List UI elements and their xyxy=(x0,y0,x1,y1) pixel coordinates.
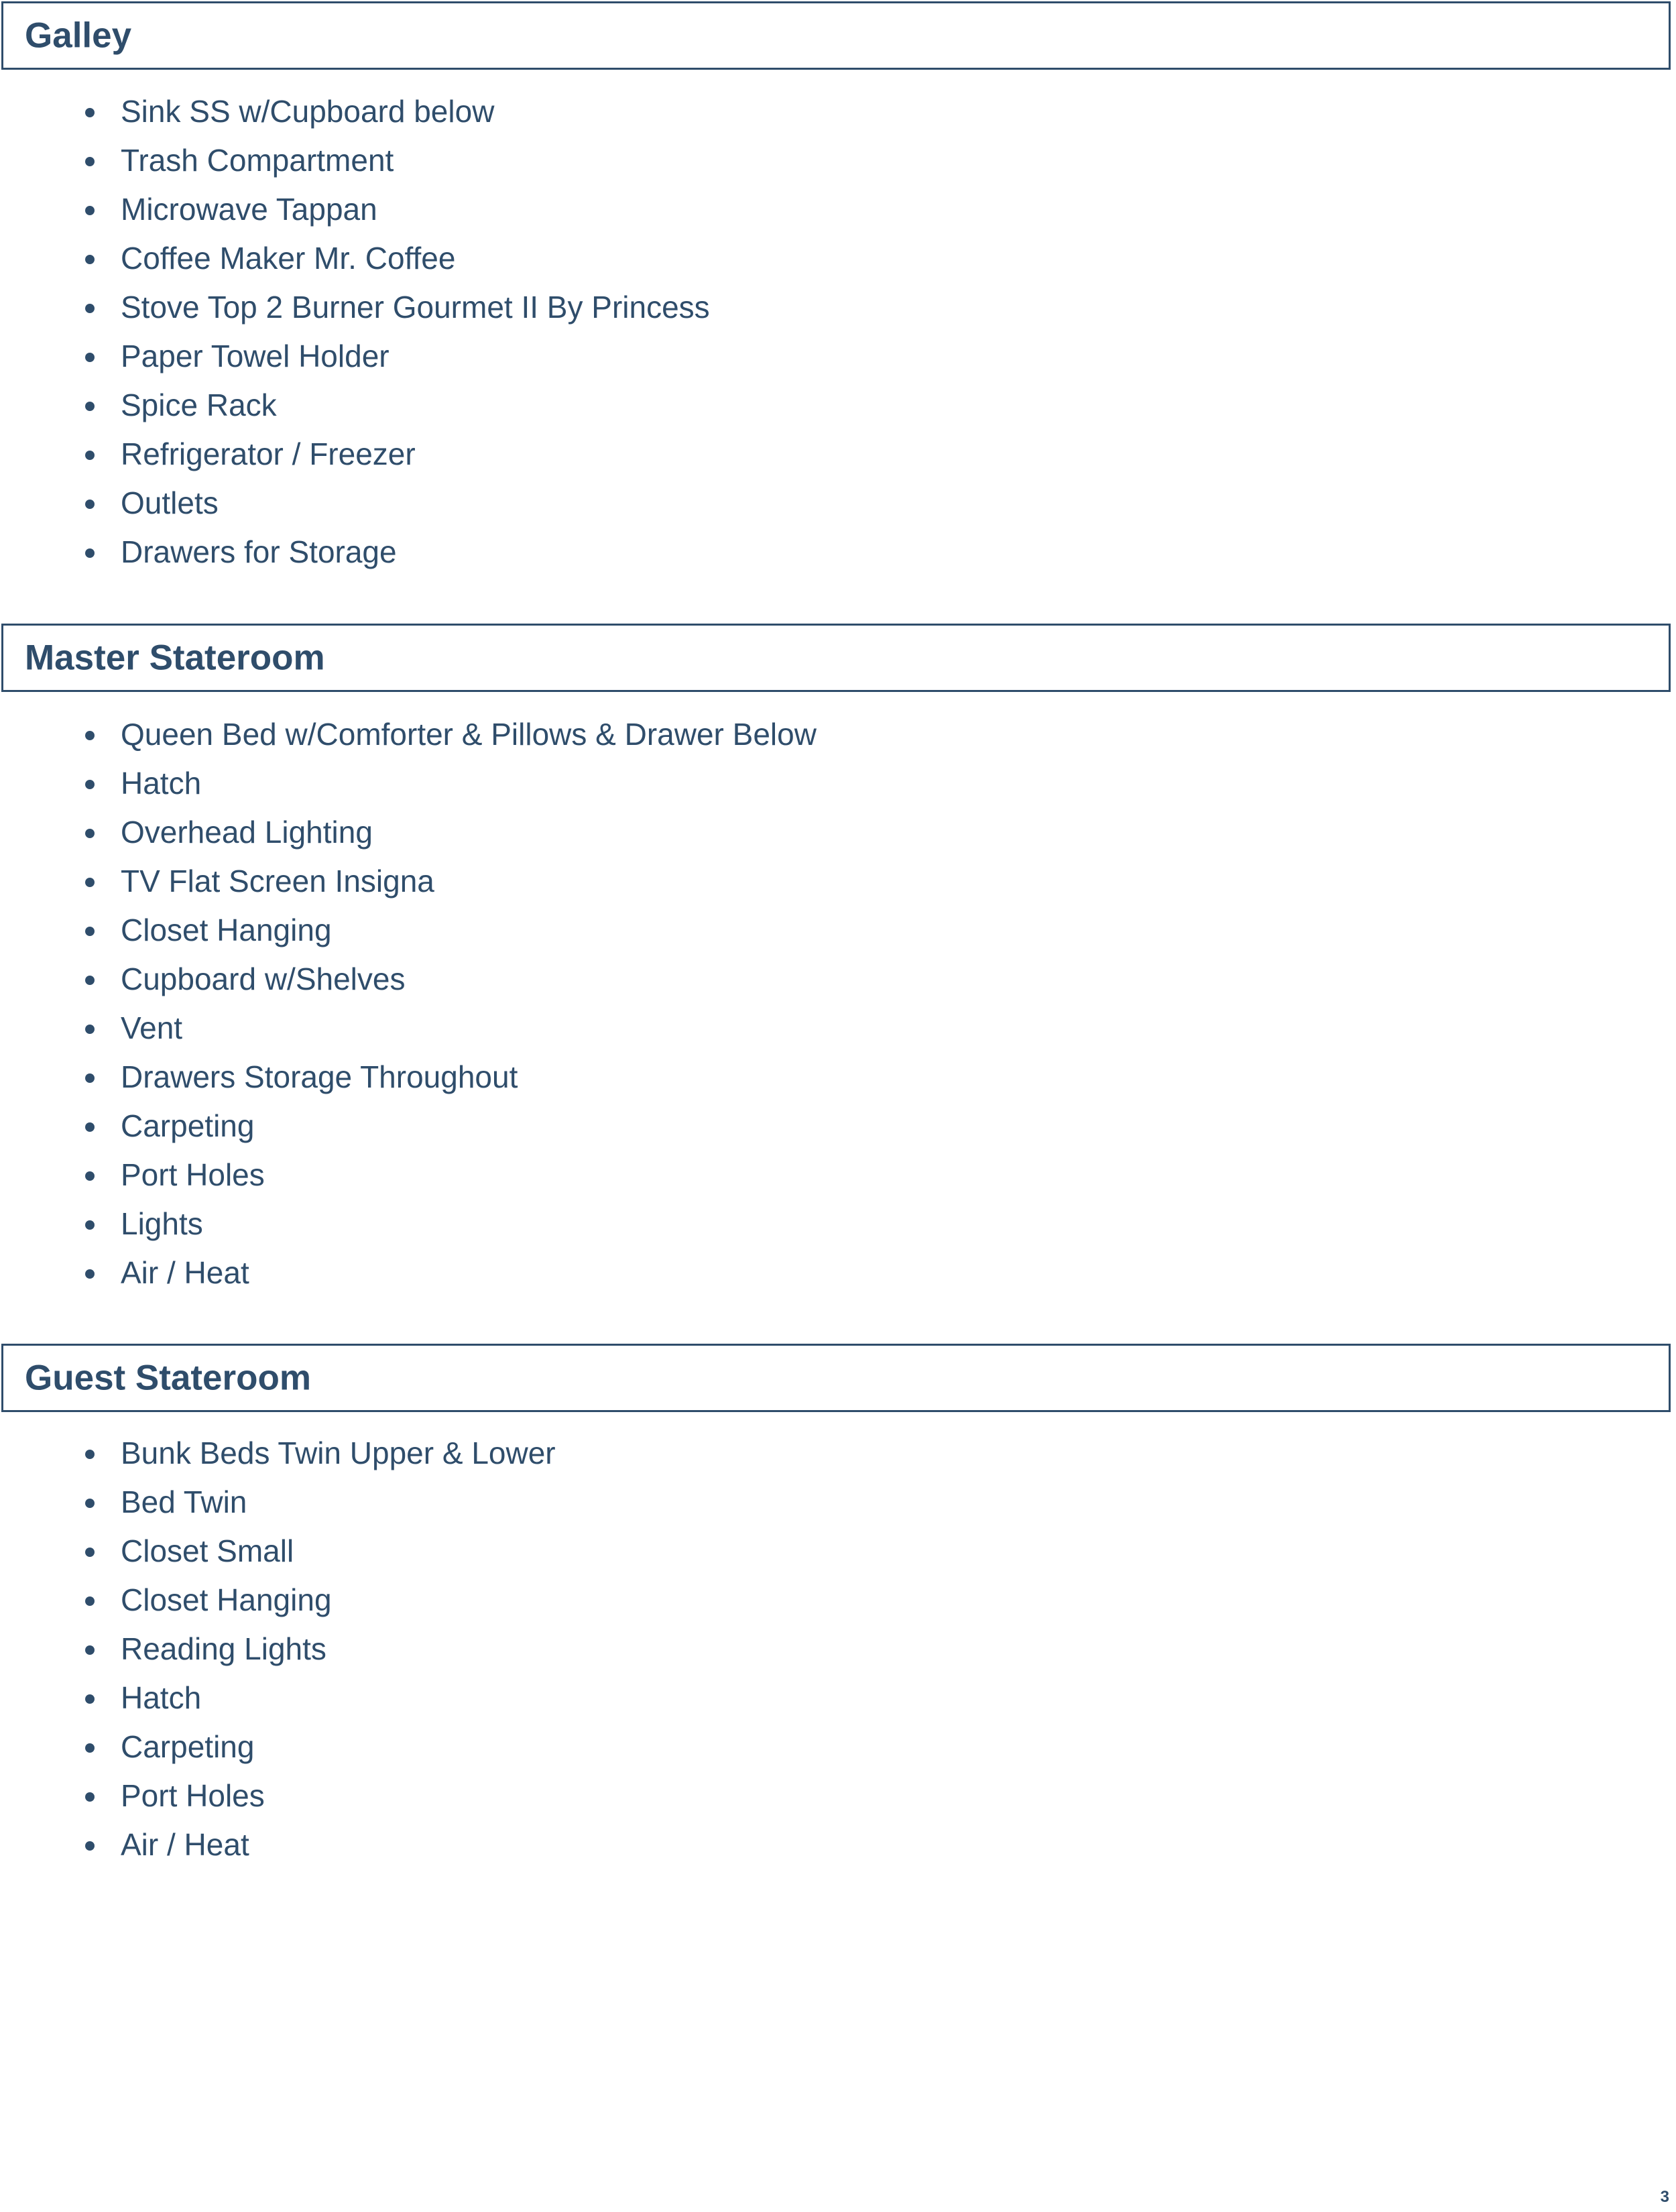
section-header-guest-stateroom xyxy=(1,1344,1671,1412)
bullet-icon xyxy=(85,878,95,887)
bullet-icon xyxy=(85,255,95,264)
bullet-icon xyxy=(85,976,95,985)
bullet-icon xyxy=(85,780,95,789)
bullet-icon xyxy=(85,451,95,460)
section-title: Guest Stateroom xyxy=(25,1358,312,1398)
bullet-icon xyxy=(85,206,95,215)
bullet-icon xyxy=(85,829,95,838)
bullet-icon xyxy=(85,1025,95,1034)
bullet-icon xyxy=(85,1499,95,1508)
bullet-icon xyxy=(85,1122,95,1132)
bullet-icon xyxy=(85,1073,95,1083)
section-title: Master Stateroom xyxy=(25,638,325,678)
bullet-icon xyxy=(85,1694,95,1704)
bullet-icon xyxy=(85,402,95,411)
bullet-icon xyxy=(85,1596,95,1606)
bullet-icon xyxy=(85,1450,95,1459)
page-number: 3 xyxy=(1660,2188,1669,2206)
bullet-icon xyxy=(85,1841,95,1851)
bullet-icon xyxy=(85,1743,95,1753)
bullet-icon xyxy=(85,500,95,509)
section-header-galley xyxy=(1,1,1671,70)
section-header-master-stateroom xyxy=(1,624,1671,692)
bullet-icon xyxy=(85,1548,95,1557)
bullet-icon xyxy=(85,1792,95,1802)
document-page: Galley Sink SS w/Cupboard below Trash Compartment Microwave Tappan Coffee Maker Mr. Coffee Stove Top 2 Burner Gourmet II By Princess Paper Towel Holder Spice Rack Refrigerator / Freezer Outlets Drawers for Storage Master Stateroom Queen Bed w/Comforter & Pillows & Drawer Below Hatch Overhead Lighting TV Flat Screen Insigna Closet Hanging Cupboard w/Shelves Vent Drawers Storage Throughout Carpeting Port Holes Lights Air / Heat Guest Stateroom Bunk Beds Twin Upper & Lower Bed Twin Closet Small Closet Hanging Reading Lights Hatch Carpeting Port Holes Air / Heat 3 xyxy=(0,0,1676,2212)
bullet-icon xyxy=(85,731,95,740)
bullet-icon xyxy=(85,1269,95,1279)
bullet-icon xyxy=(85,108,95,117)
bullet-icon xyxy=(85,1645,95,1655)
bullet-icon xyxy=(85,548,95,558)
bullet-icon xyxy=(85,353,95,362)
bullet-icon xyxy=(85,1171,95,1181)
bullet-icon xyxy=(85,157,95,166)
section-title: Galley xyxy=(25,15,132,56)
bullet-icon xyxy=(85,1220,95,1230)
bullet-icon xyxy=(85,927,95,936)
bullet-icon xyxy=(85,304,95,313)
